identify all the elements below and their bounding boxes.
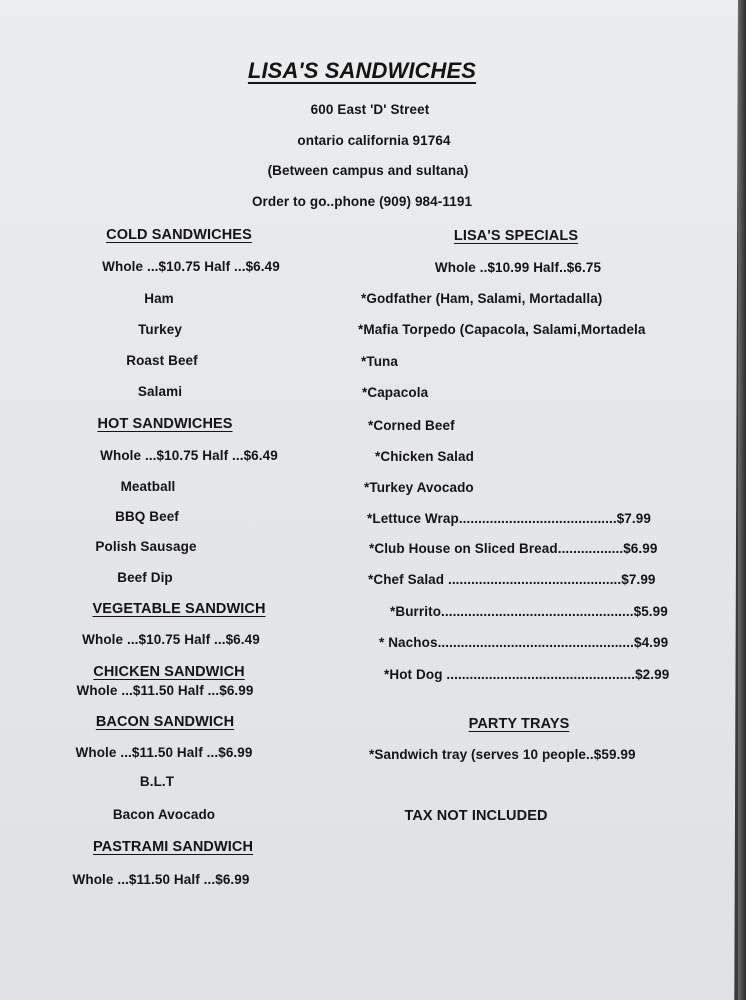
special-item: *Capacola (362, 385, 429, 400)
party-trays-heading: PARTY TRAYS (468, 716, 570, 732)
party-tray-item: *Sandwich tray (serves 10 people..$59.99 (369, 747, 636, 762)
table-background (738, 0, 746, 1000)
special-item-priced: *Chef Salad .............................................$7.99 (368, 572, 656, 587)
chicken-sandwich-heading: CHICKEN SANDWICH (93, 664, 245, 680)
restaurant-title: LISA'S SANDWICHES (247, 58, 477, 83)
pastrami-sandwich-heading: PASTRAMI SANDWICH (92, 839, 254, 855)
special-item: *Tuna (361, 354, 398, 369)
special-item-priced: *Burrito..................................................$5.99 (390, 604, 668, 619)
cold-item: Roast Beef (126, 353, 198, 368)
cross-streets-line: (Between campus and sultana) (267, 163, 469, 178)
hot-item: BBQ Beef (115, 509, 179, 524)
city-line: ontario california 91764 (297, 133, 451, 148)
vegetable-sandwich-prices: Whole ...$10.75 Half ...$6.49 (82, 632, 260, 647)
special-item: *Godfather (Ham, Salami, Mortadalla) (361, 291, 603, 306)
bacon-item: Bacon Avocado (112, 807, 216, 822)
bacon-sandwich-heading: BACON SANDWICH (95, 714, 235, 730)
hot-sandwiches-heading: HOT SANDWICHES (97, 416, 233, 432)
cold-sandwiches-heading: COLD SANDWICHES (106, 227, 252, 243)
tax-notice: TAX NOT INCLUDED (404, 808, 548, 824)
special-item: *Mafia Torpedo (Capacola, Salami,Mortadela (358, 322, 646, 337)
cold-item: Salami (137, 384, 183, 399)
specials-prices: Whole ..$10.99 Half..$6.75 (434, 260, 602, 275)
special-item-priced: *Club House on Sliced Bread.................$6.99 (369, 541, 658, 556)
order-phone-line: Order to go..phone (909) 984-1191 (251, 194, 473, 209)
hot-item: Meatball (120, 479, 176, 494)
cold-item: Ham (144, 291, 174, 306)
address-line: 600 East 'D' Street (310, 102, 430, 117)
chicken-sandwich-prices: Whole ...$11.50 Half ...$6.99 (76, 683, 254, 698)
special-item: *Chicken Salad (375, 449, 474, 464)
cold-sandwiches-prices: Whole ...$10.75 Half ...$6.49 (102, 259, 280, 274)
hot-item: Polish Sausage (95, 539, 197, 554)
special-item: *Turkey Avocado (364, 480, 474, 495)
special-item-priced: *Hot Dog .................................................$2.99 (384, 667, 670, 682)
vegetable-sandwich-heading: VEGETABLE SANDWICH (92, 601, 266, 617)
hot-sandwiches-prices: Whole ...$10.75 Half ...$6.49 (100, 448, 278, 463)
special-item-priced: * Nachos...................................................$4.99 (379, 635, 669, 650)
pastrami-sandwich-prices: Whole ...$11.50 Half ...$6.99 (72, 872, 250, 887)
specials-heading: LISA'S SPECIALS (453, 228, 579, 244)
hot-item: Beef Dip (117, 570, 173, 585)
cold-item: Turkey (138, 322, 182, 337)
special-item: *Corned Beef (368, 418, 455, 433)
bacon-item: B.L.T (139, 774, 175, 789)
special-item-priced: *Lettuce Wrap.........................................$7.99 (367, 511, 651, 526)
bacon-sandwich-prices: Whole ...$11.50 Half ...$6.99 (75, 745, 253, 760)
